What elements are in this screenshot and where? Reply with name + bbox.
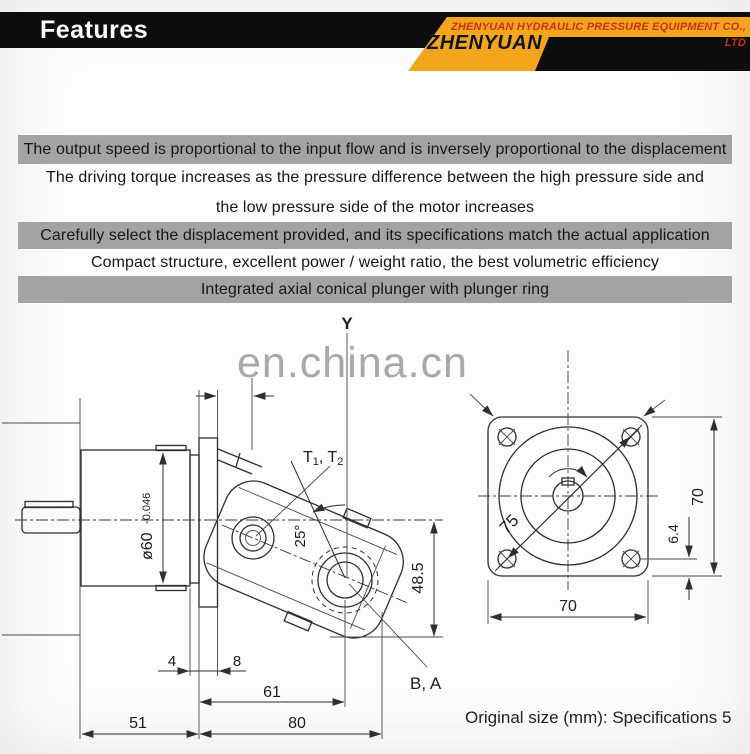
dim-61: 61 [263,684,281,701]
dim-80: 80 [288,715,306,732]
feature-row [18,276,732,303]
motor-body [81,450,190,586]
feature-text: The output speed is proportional to the input flow and is inversely proportional to the displacement [23,140,727,158]
drawing-caption: Original size (mm): Specifications 5 [465,708,732,727]
t-port [232,517,274,559]
shaft-diameter-dim: ø60 -0.046 [139,492,156,560]
company-name: ZHENYUAN HYDRAULIC PRESSURE EQUIPMENT CO., LTD [450,21,746,49]
feature-text: Compact structure, excellent power / weight ratio, the best volumetric efficiency [90,253,660,271]
y-axis-label: Y [341,314,353,333]
dim-4: 4 [167,653,177,670]
header-banner [0,0,750,84]
feature-text: the low pressure side of the motor increases [215,199,535,216]
bolt-circle-dim: 75 [495,510,523,538]
dim-51: 51 [129,715,147,732]
feature-row [18,164,732,222]
technical-drawing [0,300,750,754]
feature-text: Carefully select the displacement provided, and its specifications match the actual application [40,226,710,244]
dim-8: 8 [232,653,242,670]
feature-row [18,222,732,249]
mounting-plate [199,438,218,607]
brand-logo-text: ZHENYUAN [427,32,543,54]
features-heading: Features [40,16,149,44]
feature-row [18,135,732,164]
bottom-ports-label: B, A [410,674,442,693]
head-height-dim: 48.5 [410,562,427,594]
top-ports-label: T1, T2 [303,449,344,468]
ba-port [318,553,372,607]
feature-text: The driving torque increases as the pressure difference between the high pressure side and [46,169,704,186]
feature-text: Integrated axial conical plunger with plunger ring [200,280,550,298]
flange-width-dim: 70 [559,598,577,615]
feature-row [18,249,732,276]
flange-height-dim: 70 [690,488,707,506]
watermark: en.china.cn [237,339,468,387]
bend-angle-dim: 25° [292,524,309,548]
hole-offset-dim: 6.4 [665,524,681,544]
